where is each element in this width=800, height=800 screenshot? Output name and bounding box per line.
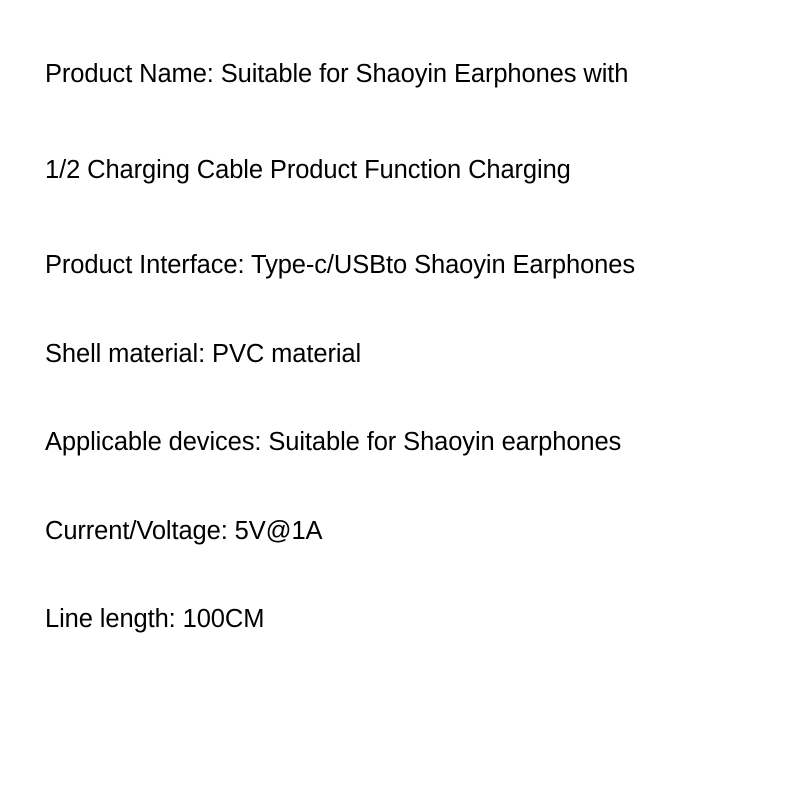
line-spacer	[45, 457, 755, 517]
line-spacer	[45, 368, 755, 428]
spec-line-product-interface: Product Interface: Type-c/USBto Shaoyin Earphones	[45, 251, 635, 280]
line-spacer	[45, 280, 755, 340]
spec-line-product-name: Product Name: Suitable for Shaoyin Earphones with	[45, 60, 629, 88]
line-spacer	[45, 545, 755, 605]
spec-line-list	[45, 60, 755, 634]
spec-line-applicable-devices: Applicable devices: Suitable for Shaoyin earphones	[45, 428, 622, 457]
spec-line-line-length: Line length: 100CM	[45, 605, 265, 634]
spec-line-shell-material: Shell material: PVC material	[45, 339, 362, 368]
line-spacer	[45, 89, 755, 156]
spec-line-current-voltage: Current/Voltage: 5V@1A	[45, 516, 323, 545]
spec-line-product-function: 1/2 Charging Cable Product Function Charging	[45, 155, 571, 184]
line-spacer	[45, 184, 755, 251]
